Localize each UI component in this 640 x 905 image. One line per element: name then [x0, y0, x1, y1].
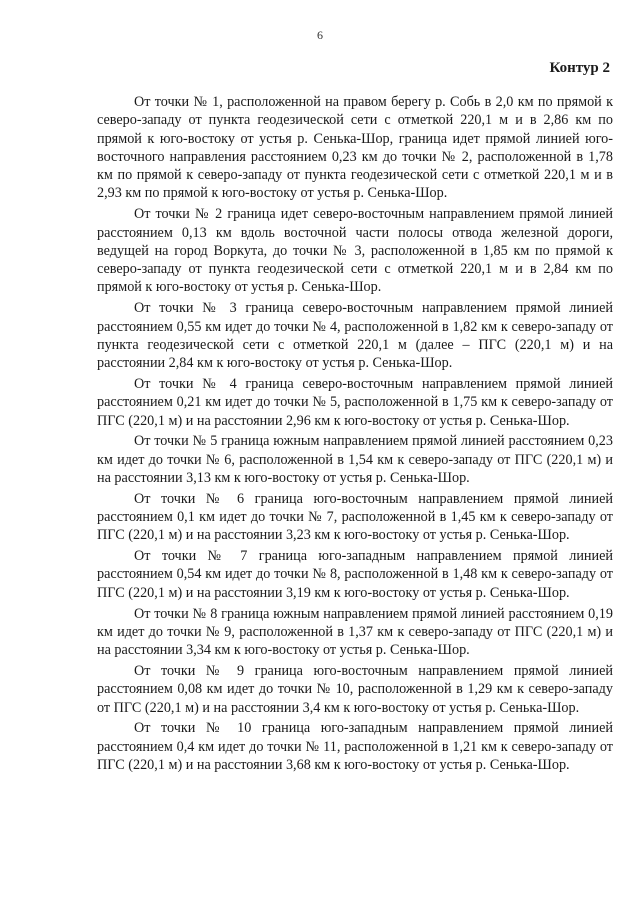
paragraph-point-5: От точки № 5 граница южным направлением прямой линией расстоянием 0,23 км идет до точки № 6, расположенной в 1,54 км к северо-западу от ПГС (220,1 м) и на расстоянии 3,13 км к юго-востоку от устья р. Сенька-Шор. — [97, 433, 613, 486]
paragraph-point-6: От точки № 6 граница юго-восточным направлением прямой линией расстоянием 0,1 км идет до точки № 7, расположенной в 1,45 км к северо-западу от ПГС (220,1 м) и на расстоянии 3,23 км к юго-востоку от устья р. Сенька-Шор. — [97, 490, 613, 544]
document-body — [97, 93, 613, 777]
paragraph-point-4: От точки № 4 граница северо-восточным направлением прямой линией расстоянием 0,21 км идет до точки № 5, расположенной в 1,75 км к северо-западу от ПГС (220,1 м) и на расстоянии 2,96 км к юго-востоку от устья р. Сенька-Шор. — [97, 375, 613, 429]
section-title: Контур 2 — [549, 60, 610, 76]
paragraph-point-9: От точки № 9 граница юго-восточным направлением прямой линией расстоянием 0,08 км идет до точки № 10, расположенной в 1,29 км к северо-западу от ПГС (220,1 м) и на расстоянии 3,4 км к юго-востоку от устья р. Сенька-Шор. — [97, 662, 613, 716]
paragraph-point-7: От точки № 7 граница юго-западным направлением прямой линией расстоянием 0,54 км идет до точки № 8, расположенной в 1,48 км к северо-западу от ПГС (220,1 м) и на расстоянии 3,19 км к юго-востоку от устья р. Сенька-Шор. — [97, 548, 613, 601]
page-number: 6 — [317, 28, 323, 42]
paragraph-point-8: От точки № 8 граница южным направлением прямой линией расстоянием 0,19 км идет до точки № 9, расположенной в 1,37 км к северо-западу от ПГС (220,1 м) и на расстоянии 3,34 км к юго-востоку от устья р. Сенька-Шор. — [97, 605, 613, 659]
paragraph-point-10: От точки № 10 граница юго-западным направлением прямой линией расстоянием 0,4 км идет до точки № 11, расположенной в 1,21 км к северо-западу от ПГС (220,1 м) и на расстоянии 3,68 км к юго-востоку от устья р. Сенька-Шор. — [97, 720, 613, 773]
paragraph-point-1: От точки № 1, расположенной на правом берегу р. Собь в 2,0 км по прямой к северо-западу от пункта геодезической сети с отметкой 220,1 м и в 2,86 км по прямой к юго-востоку от устья р. Сенька-Шор, граница идет прямой линией юго-восточного направления расстоянием 0,23 км до точки № 2, расположенной в 1,78 км по прямой к северо-западу от пункта геодезической сети с отметкой 220,1 м и в 2,93 км по прямой к юго-востоку от устья р. Сенька-Шор. — [97, 94, 613, 202]
paragraph-point-2: От точки № 2 граница идет северо-восточным направлением прямой линией расстоянием 0,13 км вдоль восточной части полосы отвода железной дороги, ведущей на город Воркута, до точки № 3, расположенной в 1,85 км по прямой к северо-западу от пункта геодезической сети с отметкой 220,1 м и в 2,84 км по прямой к юго-востоку от устья р. Сенька-Шор. — [97, 206, 613, 296]
paragraph-point-3: От точки № 3 граница северо-восточным направлением прямой линией расстоянием 0,55 км идет до точки № 4, расположенной в 1,82 км к северо-западу от пункта геодезической сети с отметкой 220,1 м (далее – ПГС (220,1 м) и на расстоянии 2,84 км к юго-востоку от устья р. Сенька-Шор. — [97, 300, 613, 372]
